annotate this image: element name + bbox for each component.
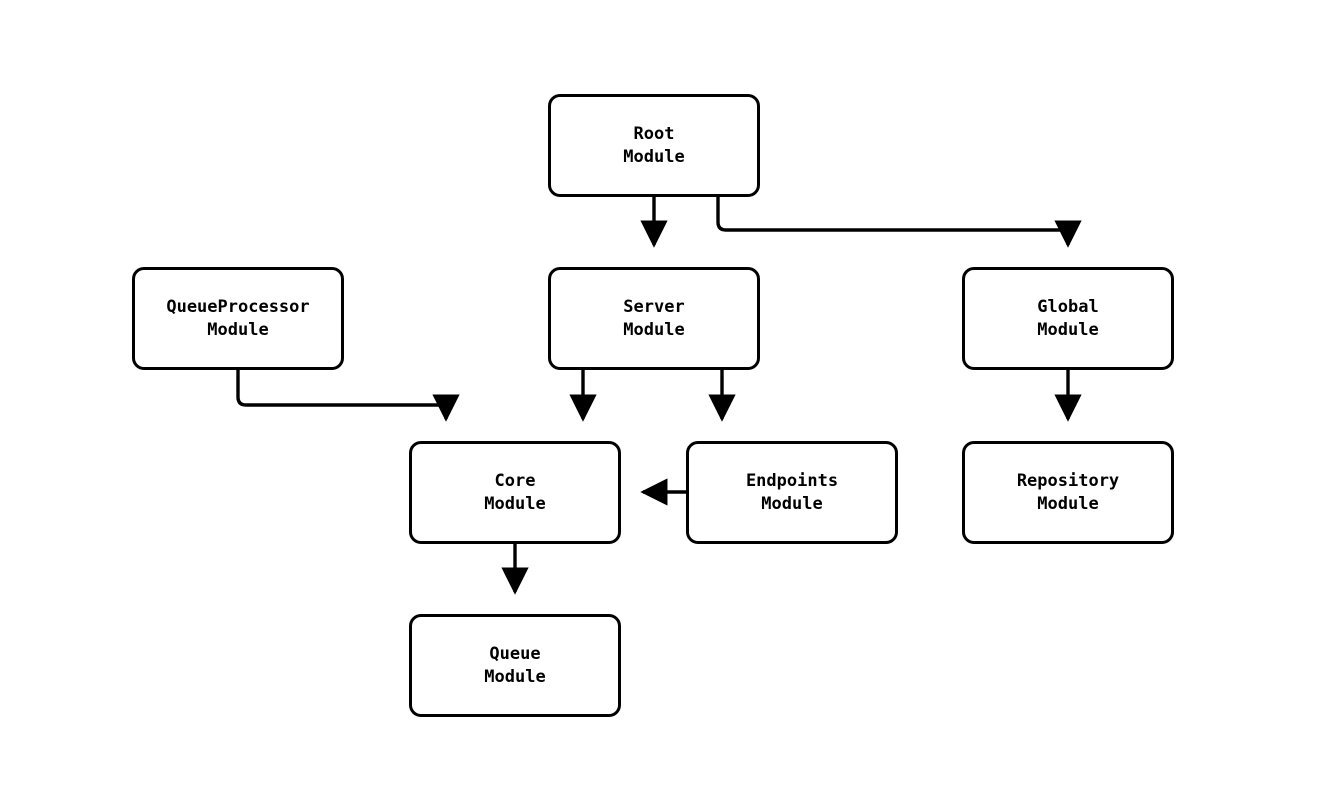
node-root-module[interactable] bbox=[548, 94, 760, 197]
node-repository-module[interactable] bbox=[962, 441, 1174, 544]
node-label-line1: Core bbox=[494, 470, 536, 491]
node-label-line1: Root bbox=[633, 123, 675, 144]
node-label-line2: Module bbox=[761, 493, 823, 514]
node-label-line2: Module bbox=[1037, 319, 1099, 340]
node-global-module[interactable] bbox=[962, 267, 1174, 370]
node-label-line1: Repository bbox=[1016, 470, 1120, 491]
node-label-line1: QueueProcessor bbox=[166, 296, 310, 317]
node-label-line2: Module bbox=[1037, 493, 1099, 514]
node-label-line2: Module bbox=[484, 666, 546, 687]
edge-queueprocessor-to-core bbox=[238, 370, 446, 419]
node-label-line1: Queue bbox=[489, 643, 541, 664]
node-queueprocessor-module[interactable] bbox=[132, 267, 344, 370]
node-label-line1: Endpoints bbox=[745, 470, 839, 491]
node-label-line2: Module bbox=[623, 146, 685, 167]
node-queue-module[interactable] bbox=[409, 614, 621, 717]
node-label-line2: Module bbox=[207, 319, 269, 340]
node-server-module[interactable] bbox=[548, 267, 760, 370]
node-label-line2: Module bbox=[623, 319, 685, 340]
node-label-line2: Module bbox=[484, 493, 546, 514]
node-label-line1: Server bbox=[623, 296, 685, 317]
node-endpoints-module[interactable] bbox=[686, 441, 898, 544]
node-label-line1: Global bbox=[1037, 296, 1099, 317]
node-core-module[interactable] bbox=[409, 441, 621, 544]
edge-root-to-global bbox=[718, 197, 1068, 245]
